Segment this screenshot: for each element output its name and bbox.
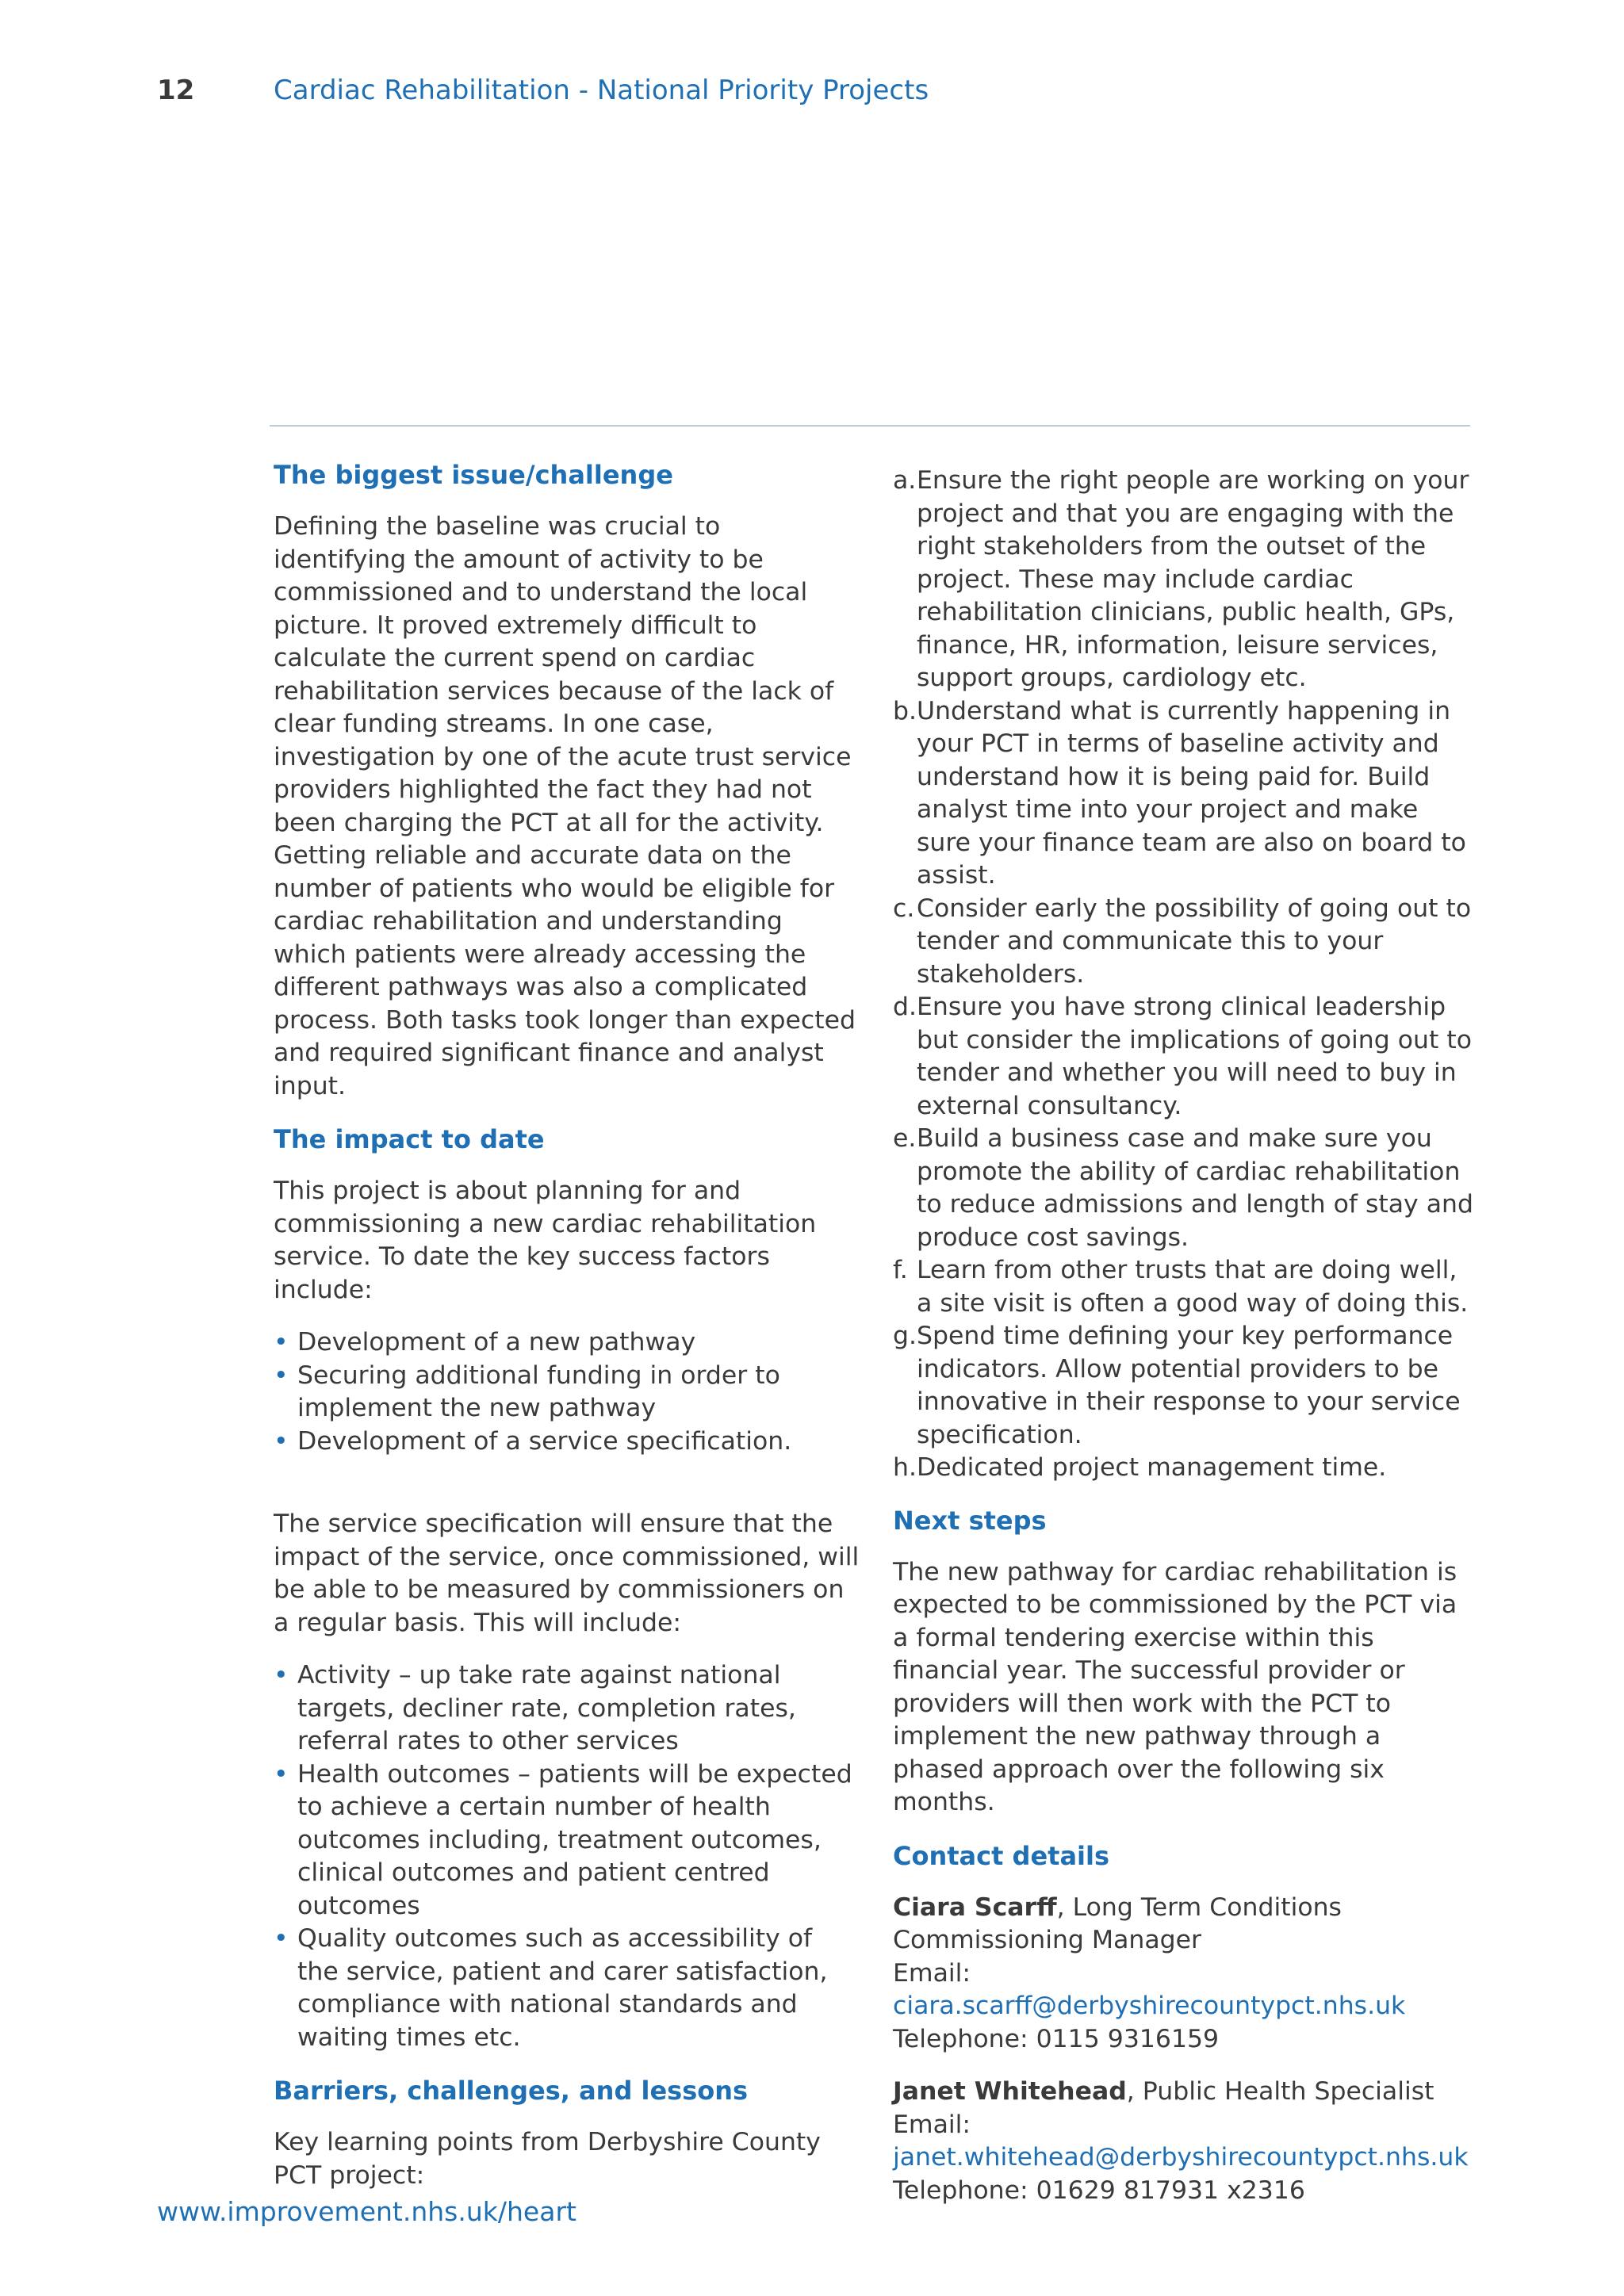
paragraph-impact: This project is about planning for and commissioning a new cardiac rehabilitation service. To date the key success factors include: <box>274 1177 817 1304</box>
contact-role: , Long Term Conditions Commissioning Manager <box>893 1892 1342 1954</box>
success-factors-list <box>274 1326 860 1458</box>
list-item <box>893 1254 1480 1320</box>
list-item: • Quality outcomes such as accessibility of the service, patient and carer satisfaction, compliance with national standards and waiting times etc. <box>274 1923 860 2054</box>
measures-list <box>274 1659 860 2054</box>
list-marker: c. <box>893 894 915 923</box>
list-marker: d. <box>893 993 917 1021</box>
list-item <box>893 991 1480 1123</box>
list-item-text: Consider early the possibility of going out to tender and communicate this to your stakeholders. <box>917 894 1472 989</box>
spacer <box>274 1478 860 1508</box>
heading-biggest-issue: The biggest issue/challenge <box>274 460 673 490</box>
list-item-text: Spend time defining your key performance indicators. Allow potential providers to be innovative in their response to your service specification. <box>917 1322 1461 1449</box>
paragraph-barriers: Key learning points from Derbyshire County PCT project: <box>274 2128 821 2190</box>
page-number: 12 <box>157 75 195 106</box>
heading-barriers: Barriers, challenges, and lessons <box>274 2076 749 2106</box>
footer-url-link[interactable]: www.improvement.nhs.uk/heart <box>157 2196 576 2227</box>
list-item-text: Ensure you have strong clinical leadership but consider the implications of going out to tender and whether you will need to buy in external consultancy. <box>917 993 1472 1120</box>
contact-phone: Telephone: 01629 817931 x2316 <box>893 2175 1305 2205</box>
paragraph-next-steps: The new pathway for cardiac rehabilitation is expected to be commissioned by the PCT via a formal tendering exercise within this financial year. The successful provider or providers will then work with the PCT to implement the new pathway through a phased approach over the following six months. <box>893 1557 1457 1816</box>
email-label: Email: <box>893 2110 971 2139</box>
heading-next-steps: Next steps <box>893 1505 1047 1536</box>
list-marker: g. <box>893 1322 917 1350</box>
paragraph-specification: The service specification will ensure that the impact of the service, once commissioned, will be able to be measured by commissioners on a regular basis. This will include: <box>274 1510 860 1637</box>
list-item <box>893 1123 1480 1254</box>
list-marker: f. <box>893 1256 908 1284</box>
contact-role: , Public Health Specialist <box>1126 2077 1434 2106</box>
running-title: Cardiac Rehabilitation - National Priority Projects <box>274 75 929 106</box>
email-label: Email: <box>893 1958 971 1988</box>
list-item <box>893 893 1480 992</box>
list-item-text: Learn from other trusts that are doing well, a site visit is often a good way of doing this. <box>917 1256 1469 1318</box>
contact-name: Janet Whitehead <box>893 2077 1127 2106</box>
heading-impact-to-date: The impact to date <box>274 1124 545 1154</box>
list-item: • Activity – up take rate against national targets, decliner rate, completion rates, referral rates to other services <box>274 1659 860 1758</box>
left-column <box>274 458 860 2212</box>
header-divider <box>270 425 1470 427</box>
heading-contact-details: Contact details <box>893 1840 1110 1871</box>
contact-card <box>893 1892 1480 2057</box>
contact-card <box>893 2076 1480 2207</box>
list-item <box>893 465 1480 695</box>
contact-phone: Telephone: 0115 9316159 <box>893 2024 1220 2053</box>
paragraph-challenge: Defining the baseline was crucial to identifying the amount of activity to be commissioned and to understand the local picture. It proved extremely difficult to calculate the current spend on cardiac rehabilitation services because of the lack of clear funding streams. In one case, investigation by one of the acute trust service providers highlighted the fact they had not been charging the PCT at all for the activity. Getting reliable and accurate data on the number of patients who would be eligible for cardiac rehabilitation and understanding which patients were already accessing the different pathways was also a complicated process. Both tasks took longer than expected and required significant finance and analyst input. <box>274 512 856 1100</box>
list-item-text: Build a business case and make sure you promote the ability of cardiac rehabilitation to reduce admissions and length of stay and produce cost savings. <box>917 1124 1473 1252</box>
list-item: • Development of a new pathway <box>274 1326 860 1360</box>
list-item: • Development of a service specification. <box>274 1425 860 1459</box>
list-marker: h. <box>893 1453 917 1482</box>
list-item <box>893 695 1480 893</box>
list-marker: b. <box>893 696 917 725</box>
list-marker: a. <box>893 466 917 495</box>
list-item-text: Understand what is currently happening in your PCT in terms of baseline activity and understand how it is being paid for. Build analyst time into your project and make sure your finance team are also on board to assist. <box>917 696 1466 890</box>
list-marker: e. <box>893 1124 917 1153</box>
email-link[interactable]: ciara.scarff@derbyshirecountypct.nhs.uk <box>893 1992 1406 2020</box>
lessons-list <box>893 465 1480 1485</box>
list-item: • Health outcomes – patients will be expected to achieve a certain number of health outcomes including, treatment outcomes, clinical outcomes and patient centred outcomes <box>274 1758 860 1923</box>
list-item <box>893 1320 1480 1452</box>
list-item <box>893 1452 1480 1485</box>
list-item-text: Dedicated project management time. <box>917 1453 1387 1482</box>
right-column <box>893 465 1480 2227</box>
contact-name: Ciara Scarff <box>893 1892 1057 1922</box>
email-link[interactable]: janet.whitehead@derbyshirecountypct.nhs.uk <box>893 2143 1469 2172</box>
list-item: • Securing additional funding in order to implement the new pathway <box>274 1360 860 1425</box>
list-item-text: Ensure the right people are working on your project and that you are engaging with the right stakeholders from the outset of the project. These may include cardiac rehabilitation clinicians, public health, GPs, finance, HR, information, leisure services, support groups, cardiology etc. <box>917 466 1469 692</box>
